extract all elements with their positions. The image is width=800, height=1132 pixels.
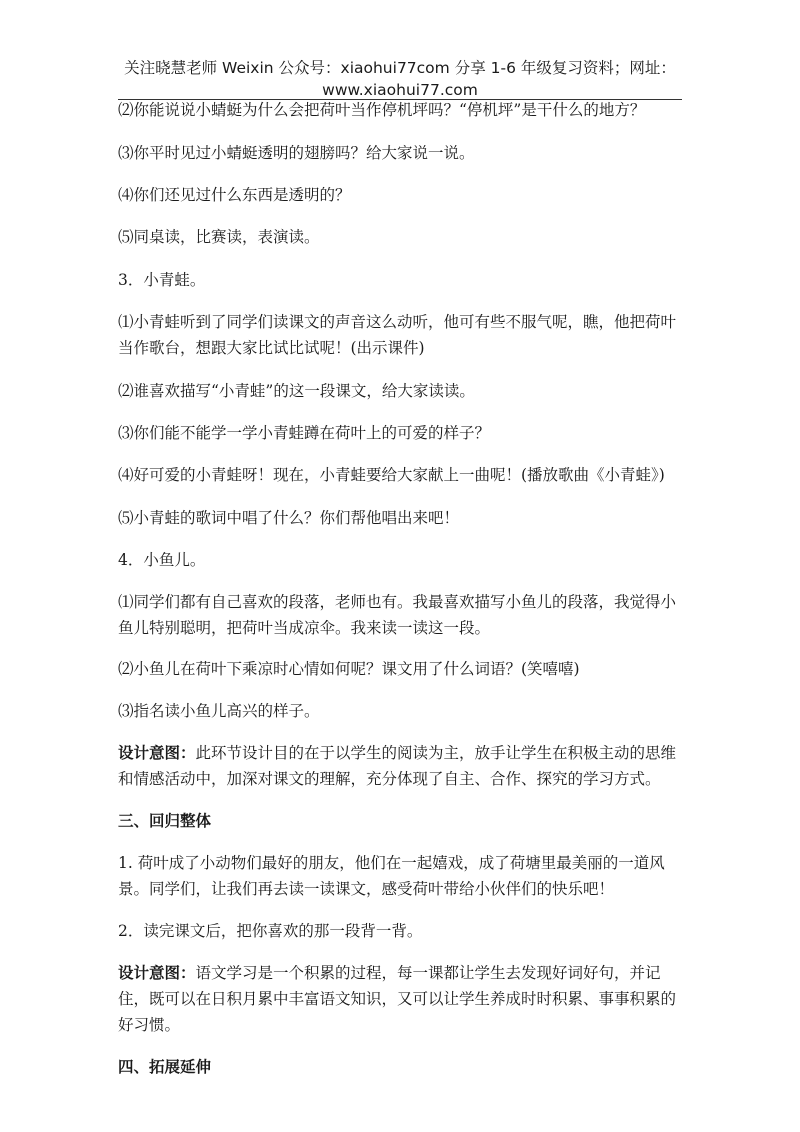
design-intent-text: 语文学习是一个积累的过程，每一课都让学生去发现好词好句，并记住，既可以在日积月累中丰富语文知识，又可以让学生养成时时积累、事事积累的好习惯。: [118, 964, 677, 1034]
document-body: [118, 97, 686, 1080]
paragraph: ⑴同学们都有自己喜欢的段落，老师也有。我最喜欢描写小鱼儿的段落，我觉得小鱼儿特别聪明，把荷叶当成凉伞。我来读一读这一段。: [118, 593, 677, 637]
paragraph: ⑷好可爱的小青蛙呀！现在，小青蛙要给大家献上一曲呢！(播放歌曲《小青蛙》): [118, 466, 665, 484]
paragraph: ⑶指名读小鱼儿高兴的样子。: [118, 702, 320, 720]
paragraph: ⑴小青蛙听到了同学们读课文的声音这么动听，他可有些不服气呢，瞧，他把荷叶当作歌台，想跟大家比试比试呢！(出示课件): [118, 313, 677, 357]
paragraph: ⑸小青蛙的歌词中唱了什么？你们帮他唱出来吧！: [118, 509, 460, 527]
section-heading: 三、回归整体: [118, 811, 212, 830]
section-heading: 4．小鱼儿。: [118, 551, 206, 569]
header-url: www.xiaohui77.com: [322, 81, 478, 99]
paragraph: ⑵谁喜欢描写“小青蛙”的这一段课文，给大家读读。: [118, 382, 475, 400]
paragraph: ⑶你们能不能学一学小青蛙蹲在荷叶上的可爱的样子？: [118, 424, 491, 442]
paragraph: ⑷你们还见过什么东西是透明的？: [118, 186, 351, 204]
section-heading: 四、拓展延伸: [118, 1057, 212, 1076]
paragraph: ⑵你能说说小蜻蜓为什么会把荷叶当作停机坪吗？“停机坪”是干什么的地方？: [118, 101, 646, 119]
paragraph: ⑶你平时见过小蜻蜓透明的翅膀吗？给大家说一说。: [118, 144, 475, 162]
paragraph: ⑵小鱼儿在荷叶下乘凉时心情如何呢？课文用了什么词语？(笑嘻嘻): [118, 660, 580, 678]
paragraph: 1. 荷叶成了小动物们最好的朋友，他们在一起嬉戏，成了荷塘里最美丽的一道风景。同学们，让我们再去读一读课文，感受荷叶带给小伙伴们的快乐吧！: [118, 854, 665, 898]
paragraph: ⑸同桌读，比赛读，表演读。: [118, 228, 320, 246]
design-intent-label: 设计意图：: [118, 744, 196, 762]
paragraph: 2．读完课文后，把你喜欢的那一段背一背。: [118, 922, 423, 940]
header-line-1: 关注晓慧老师 Weixin 公众号：xiaohui77com 分享 1-6 年级复习资料；网址：: [124, 59, 676, 77]
page-header: [0, 57, 800, 101]
design-intent-label: 设计意图：: [118, 964, 196, 982]
design-intent-note: [118, 960, 686, 1038]
design-intent-text: 此环节设计目的在于以学生的阅读为主，放手让学生在积极主动的思维和情感活动中，加深对课文的理解，充分体现了自主、合作、探究的学习方式。: [118, 744, 677, 788]
design-intent-note: [118, 740, 686, 792]
section-heading: 3．小青蛙。: [118, 271, 206, 289]
